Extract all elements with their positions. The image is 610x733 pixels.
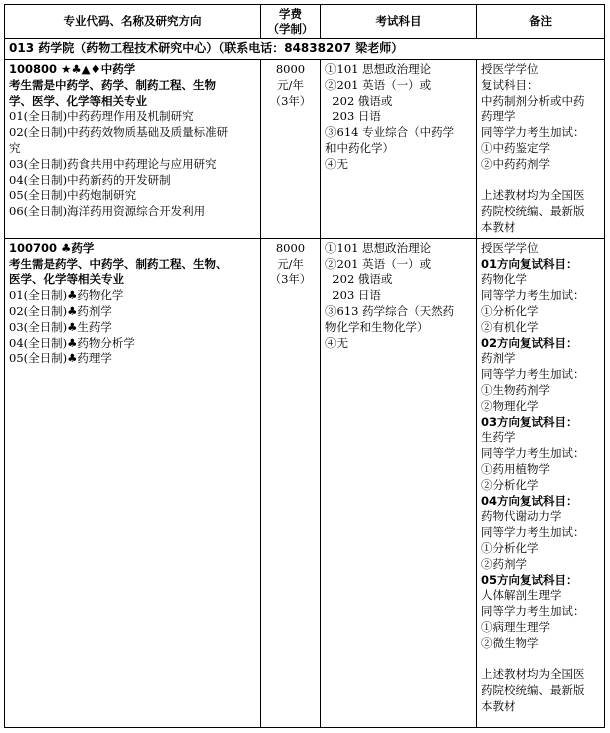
fee-unit: 元/年 (277, 77, 304, 92)
table-header-row (5, 5, 605, 39)
header-notes: 备注 (477, 5, 605, 39)
notes-line: 同等学力考生加试： (481, 367, 585, 382)
notes-line: 药剂学 (481, 351, 516, 366)
fee-amount: 8000 (275, 240, 306, 255)
header-program: 专业代码、名称及研究方向 (5, 5, 261, 39)
notes-cell-2 (477, 238, 605, 727)
direction-item: 05(全日制)中药炮制研究 (9, 188, 137, 203)
fee-cell-2 (261, 238, 321, 727)
direction-item: 04(全日制)中药新药的开发研制 (9, 172, 171, 187)
header-exam: 考试科目 (321, 5, 477, 39)
header-fee-text: 学费 （学制） (267, 6, 314, 36)
notes-section-title: 02方向复试科目： (481, 335, 578, 350)
notes-line: 药院校统编、最新版 (481, 204, 585, 219)
exam-item: 物化学和生物化学） (325, 319, 429, 334)
exam-item: 203 日语 (325, 109, 381, 124)
direction-item: 03(全日制)♣生药学 (9, 319, 112, 334)
notes-line: 人体解剖生理学 (481, 588, 562, 603)
college-row (5, 39, 605, 60)
exam-cell-1 (321, 60, 477, 239)
direction-item: 02(全日制)中药药效物质基础及质量标准研 (9, 125, 229, 140)
notes-line: 本教材 (481, 219, 516, 234)
notes-line: 授医学学位 (481, 240, 539, 255)
notes-line: ②中药药剂学 (481, 156, 550, 171)
notes-line: ①药用植物学 (481, 461, 550, 476)
notes-line: 同等学力考生加试： (481, 288, 585, 303)
header-fee (261, 5, 321, 39)
program-requirement: 医学、化学等相关专业 (9, 272, 124, 287)
notes-line: ①中药鉴定学 (481, 140, 550, 155)
notes-line: 药院校统编、最新版 (481, 683, 585, 698)
fee-duration: （3年） (269, 272, 312, 287)
program-requirement: 考生需是中药学、药学、制药工程、生物 (9, 77, 216, 92)
direction-item: 01(全日制)中药药理作用及机制研究 (9, 109, 194, 124)
notes-line: 上述教材均为全国医 (481, 667, 585, 682)
program-row-1 (5, 60, 605, 239)
program-requirement: 学、医学、化学等相关专业 (9, 93, 147, 108)
exam-item: 202 俄语或 (325, 272, 393, 287)
program-head: 100700 ♣药学 (9, 240, 95, 255)
direction-item: 05(全日制)♣药理学 (9, 351, 112, 366)
notes-line: 生药学 (481, 430, 516, 445)
program-row-2 (5, 238, 605, 727)
exam-item: ②201 英语（一）或 (325, 256, 432, 271)
exam-item: ④无 (325, 335, 348, 350)
notes-section-title: 01方向复试科目： (481, 256, 578, 271)
direction-item: 究 (9, 140, 21, 155)
fee-unit: 元/年 (277, 256, 304, 271)
fee-amount: 8000 (275, 62, 306, 76)
notes-line: ②物理化学 (481, 398, 539, 413)
notes-line: 同等学力考生加试： (481, 125, 585, 140)
notes-line: 药物代谢动力学 (481, 509, 562, 524)
fee-cell-1 (261, 60, 321, 239)
direction-item: 06(全日制)海洋药用资源综合开发利用 (9, 204, 206, 219)
notes-line: 药物化学 (481, 272, 527, 287)
notes-line (481, 651, 600, 667)
exam-item: 203 日语 (325, 288, 381, 303)
notes-line: 中药制剂分析或中药 (481, 93, 585, 108)
program-cell-2 (5, 238, 261, 727)
exam-item: ①101 思想政治理论 (325, 62, 432, 76)
notes-line: ①分析化学 (481, 303, 539, 318)
exam-item: 202 俄语或 (325, 93, 393, 108)
notes-section-title: 03方向复试科目： (481, 414, 578, 429)
notes-line: 本教材 (481, 698, 516, 713)
notes-line: 药理学 (481, 109, 516, 124)
exam-item: ④无 (325, 156, 348, 171)
notes-line: ①生物药剂学 (481, 382, 550, 397)
notes-line: 同等学力考生加试： (481, 525, 585, 540)
college-title: 013 药学院（药物工程技术研究中心）（联系电话：84838207 梁老师） (5, 39, 605, 60)
notes-line: ①病理生理学 (481, 619, 550, 634)
program-head: 100800 ★♣▲♦中药学 (9, 62, 136, 76)
notes-line: 复试科目： (481, 77, 539, 92)
notes-line: ②有机化学 (481, 319, 539, 334)
notes-line: 同等学力考生加试： (481, 446, 585, 461)
fee-duration: （3年） (269, 93, 312, 108)
notes-line: 同等学力考生加试： (481, 604, 585, 619)
admission-table (4, 4, 605, 728)
notes-line: 授医学学位 (481, 62, 539, 76)
notes-line: ②药剂学 (481, 556, 527, 571)
notes-section-title: 05方向复试科目： (481, 572, 578, 587)
program-requirement: 考生需是药学、中药学、制药工程、生物、 (9, 256, 228, 271)
direction-item: 02(全日制)♣药剂学 (9, 303, 112, 318)
exam-item: ③613 药学综合（天然药 (325, 303, 455, 318)
exam-cell-2 (321, 238, 477, 727)
notes-line: ②分析化学 (481, 477, 539, 492)
notes-line: ①分析化学 (481, 540, 539, 555)
notes-cell-1 (477, 60, 605, 239)
notes-line: ②微生物学 (481, 635, 539, 650)
exam-item: ③614 专业综合（中药学 (325, 125, 455, 140)
direction-item: 04(全日制)♣药物分析学 (9, 335, 135, 350)
direction-item: 01(全日制)♣药物化学 (9, 288, 124, 303)
exam-item: ①101 思想政治理论 (325, 240, 432, 255)
exam-item: ②201 英语（一）或 (325, 77, 432, 92)
notes-section-title: 04方向复试科目： (481, 493, 578, 508)
program-cell-1 (5, 60, 261, 239)
direction-item: 03(全日制)药食共用中药理论与应用研究 (9, 156, 217, 171)
exam-item: 和中药化学） (325, 140, 394, 155)
notes-line (481, 173, 600, 189)
notes-line: 上述教材均为全国医 (481, 188, 585, 203)
